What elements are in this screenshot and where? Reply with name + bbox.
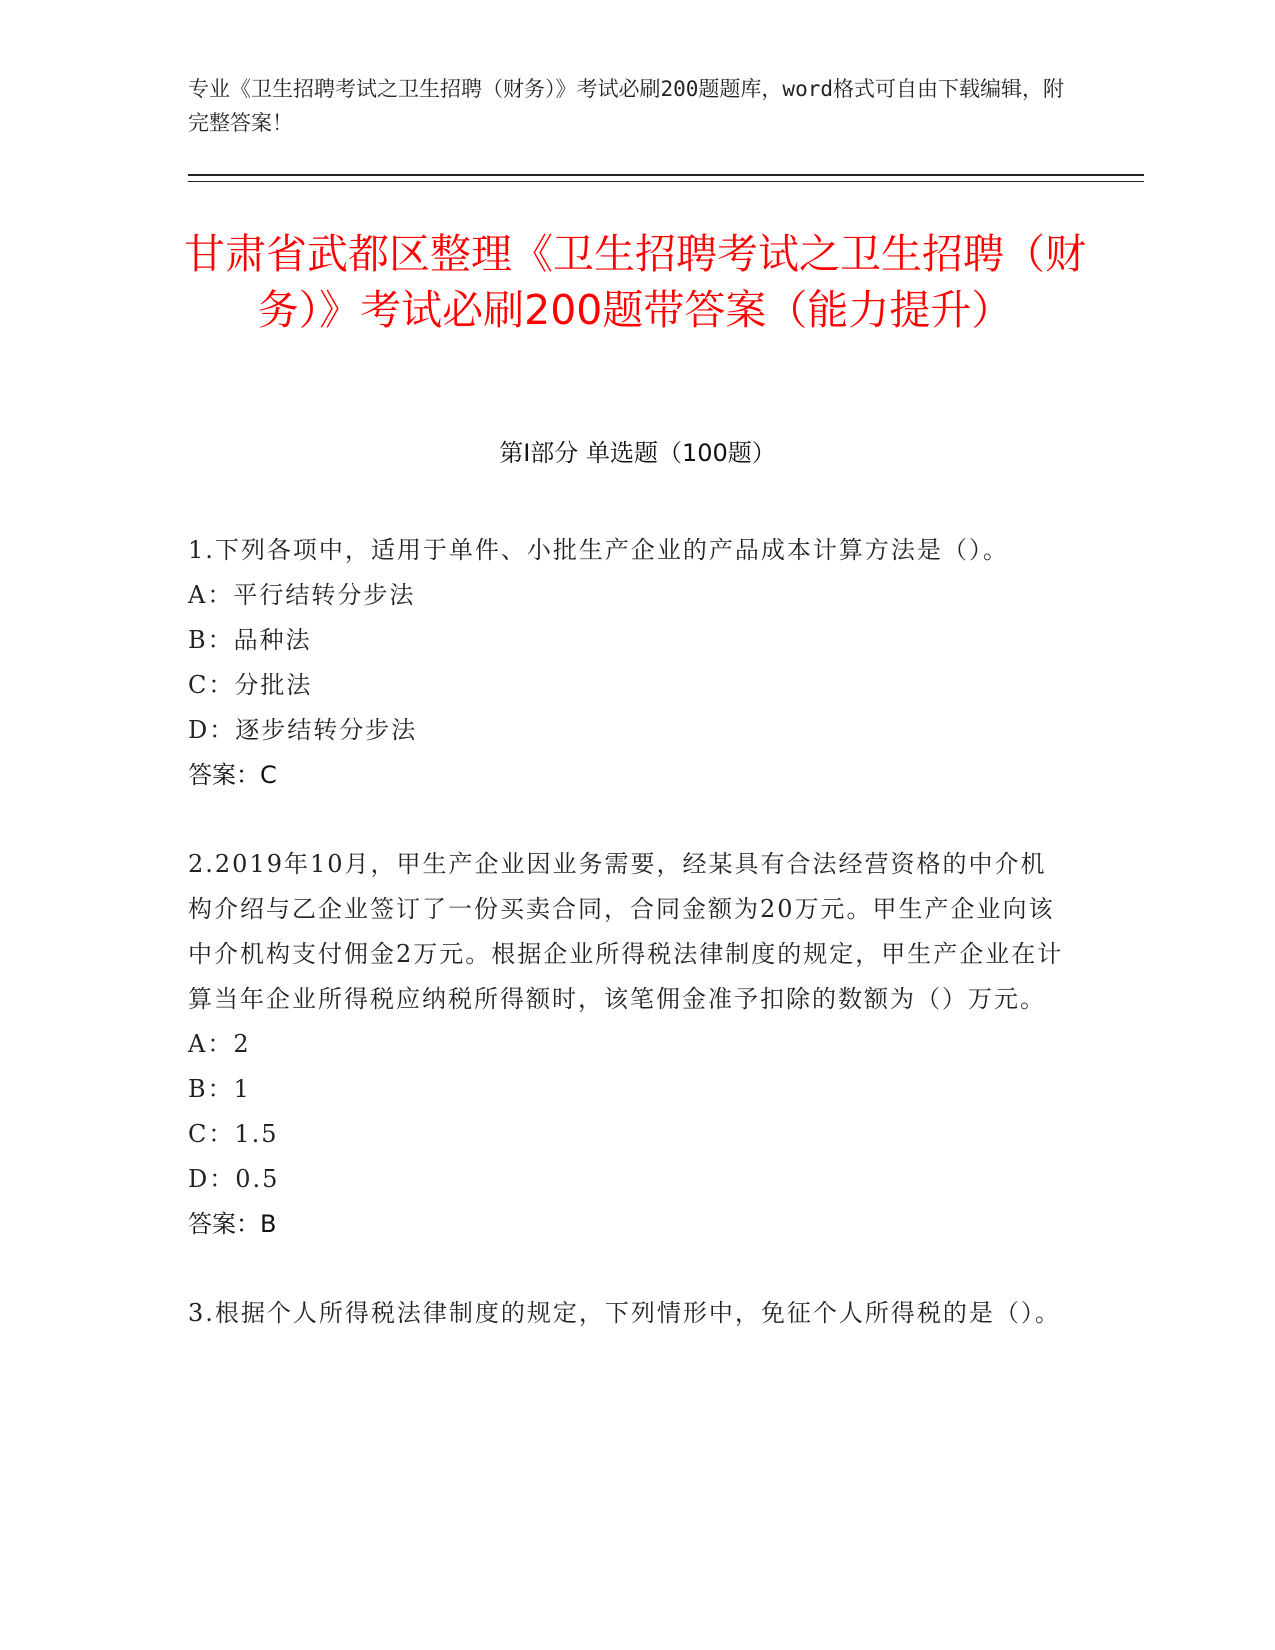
question-spacer: [188, 798, 1068, 842]
question-answer: 答案：B: [188, 1210, 277, 1238]
question-option: B：品种法: [188, 626, 312, 654]
question-option: C：1.5: [188, 1120, 279, 1148]
question-item: [188, 1291, 1068, 1336]
question-option: A：平行结转分步法: [188, 581, 416, 609]
question-stem: 3.根据个人所得税法律制度的规定，下列情形中，免征个人所得税的是（）。: [188, 1299, 1061, 1327]
question-option: D：0.5: [188, 1165, 280, 1193]
document-title: 甘肃省武都区整理《卫生招聘考试之卫生招聘（财务）》考试必刷200题带答案（能力提升）: [184, 230, 1086, 334]
question-list: [188, 528, 1068, 1336]
question-option: C：分批法: [188, 671, 313, 699]
question-stem: 1.下列各项中，适用于单件、小批生产企业的产品成本计算方法是（）。: [188, 536, 1009, 564]
header-divider-thin: [188, 181, 1144, 182]
question-option: D：逐步结转分步法: [188, 716, 418, 744]
header-divider-thick: [188, 174, 1144, 176]
question-spacer: [188, 1247, 1068, 1291]
question-answer: 答案：C: [188, 761, 277, 789]
section-heading: 第I部分 单选题（100题）: [499, 439, 776, 467]
intro-text: 专业《卫生招聘考试之卫生招聘（财务）》考试必刷200题题库，word格式可自由下载编辑，附完整答案！: [188, 77, 1064, 135]
question-item: [188, 842, 1068, 1247]
question-item: [188, 528, 1068, 798]
question-option: B：1: [188, 1075, 251, 1103]
question-option: A：2: [188, 1030, 251, 1058]
question-stem: 2.2019年10月，甲生产企业因业务需要，经某具有合法经营资格的中介机构介绍与乙企业签订了一份买卖合同，合同金额为20万元。甲生产企业向该中介机构支付佣金2万元。根据企业所得税法律制度的规定，甲生产企业在计算当年企业所得税应纳税所得额时，该笔佣金准予扣除的数额为（）万元。: [188, 850, 1064, 1013]
